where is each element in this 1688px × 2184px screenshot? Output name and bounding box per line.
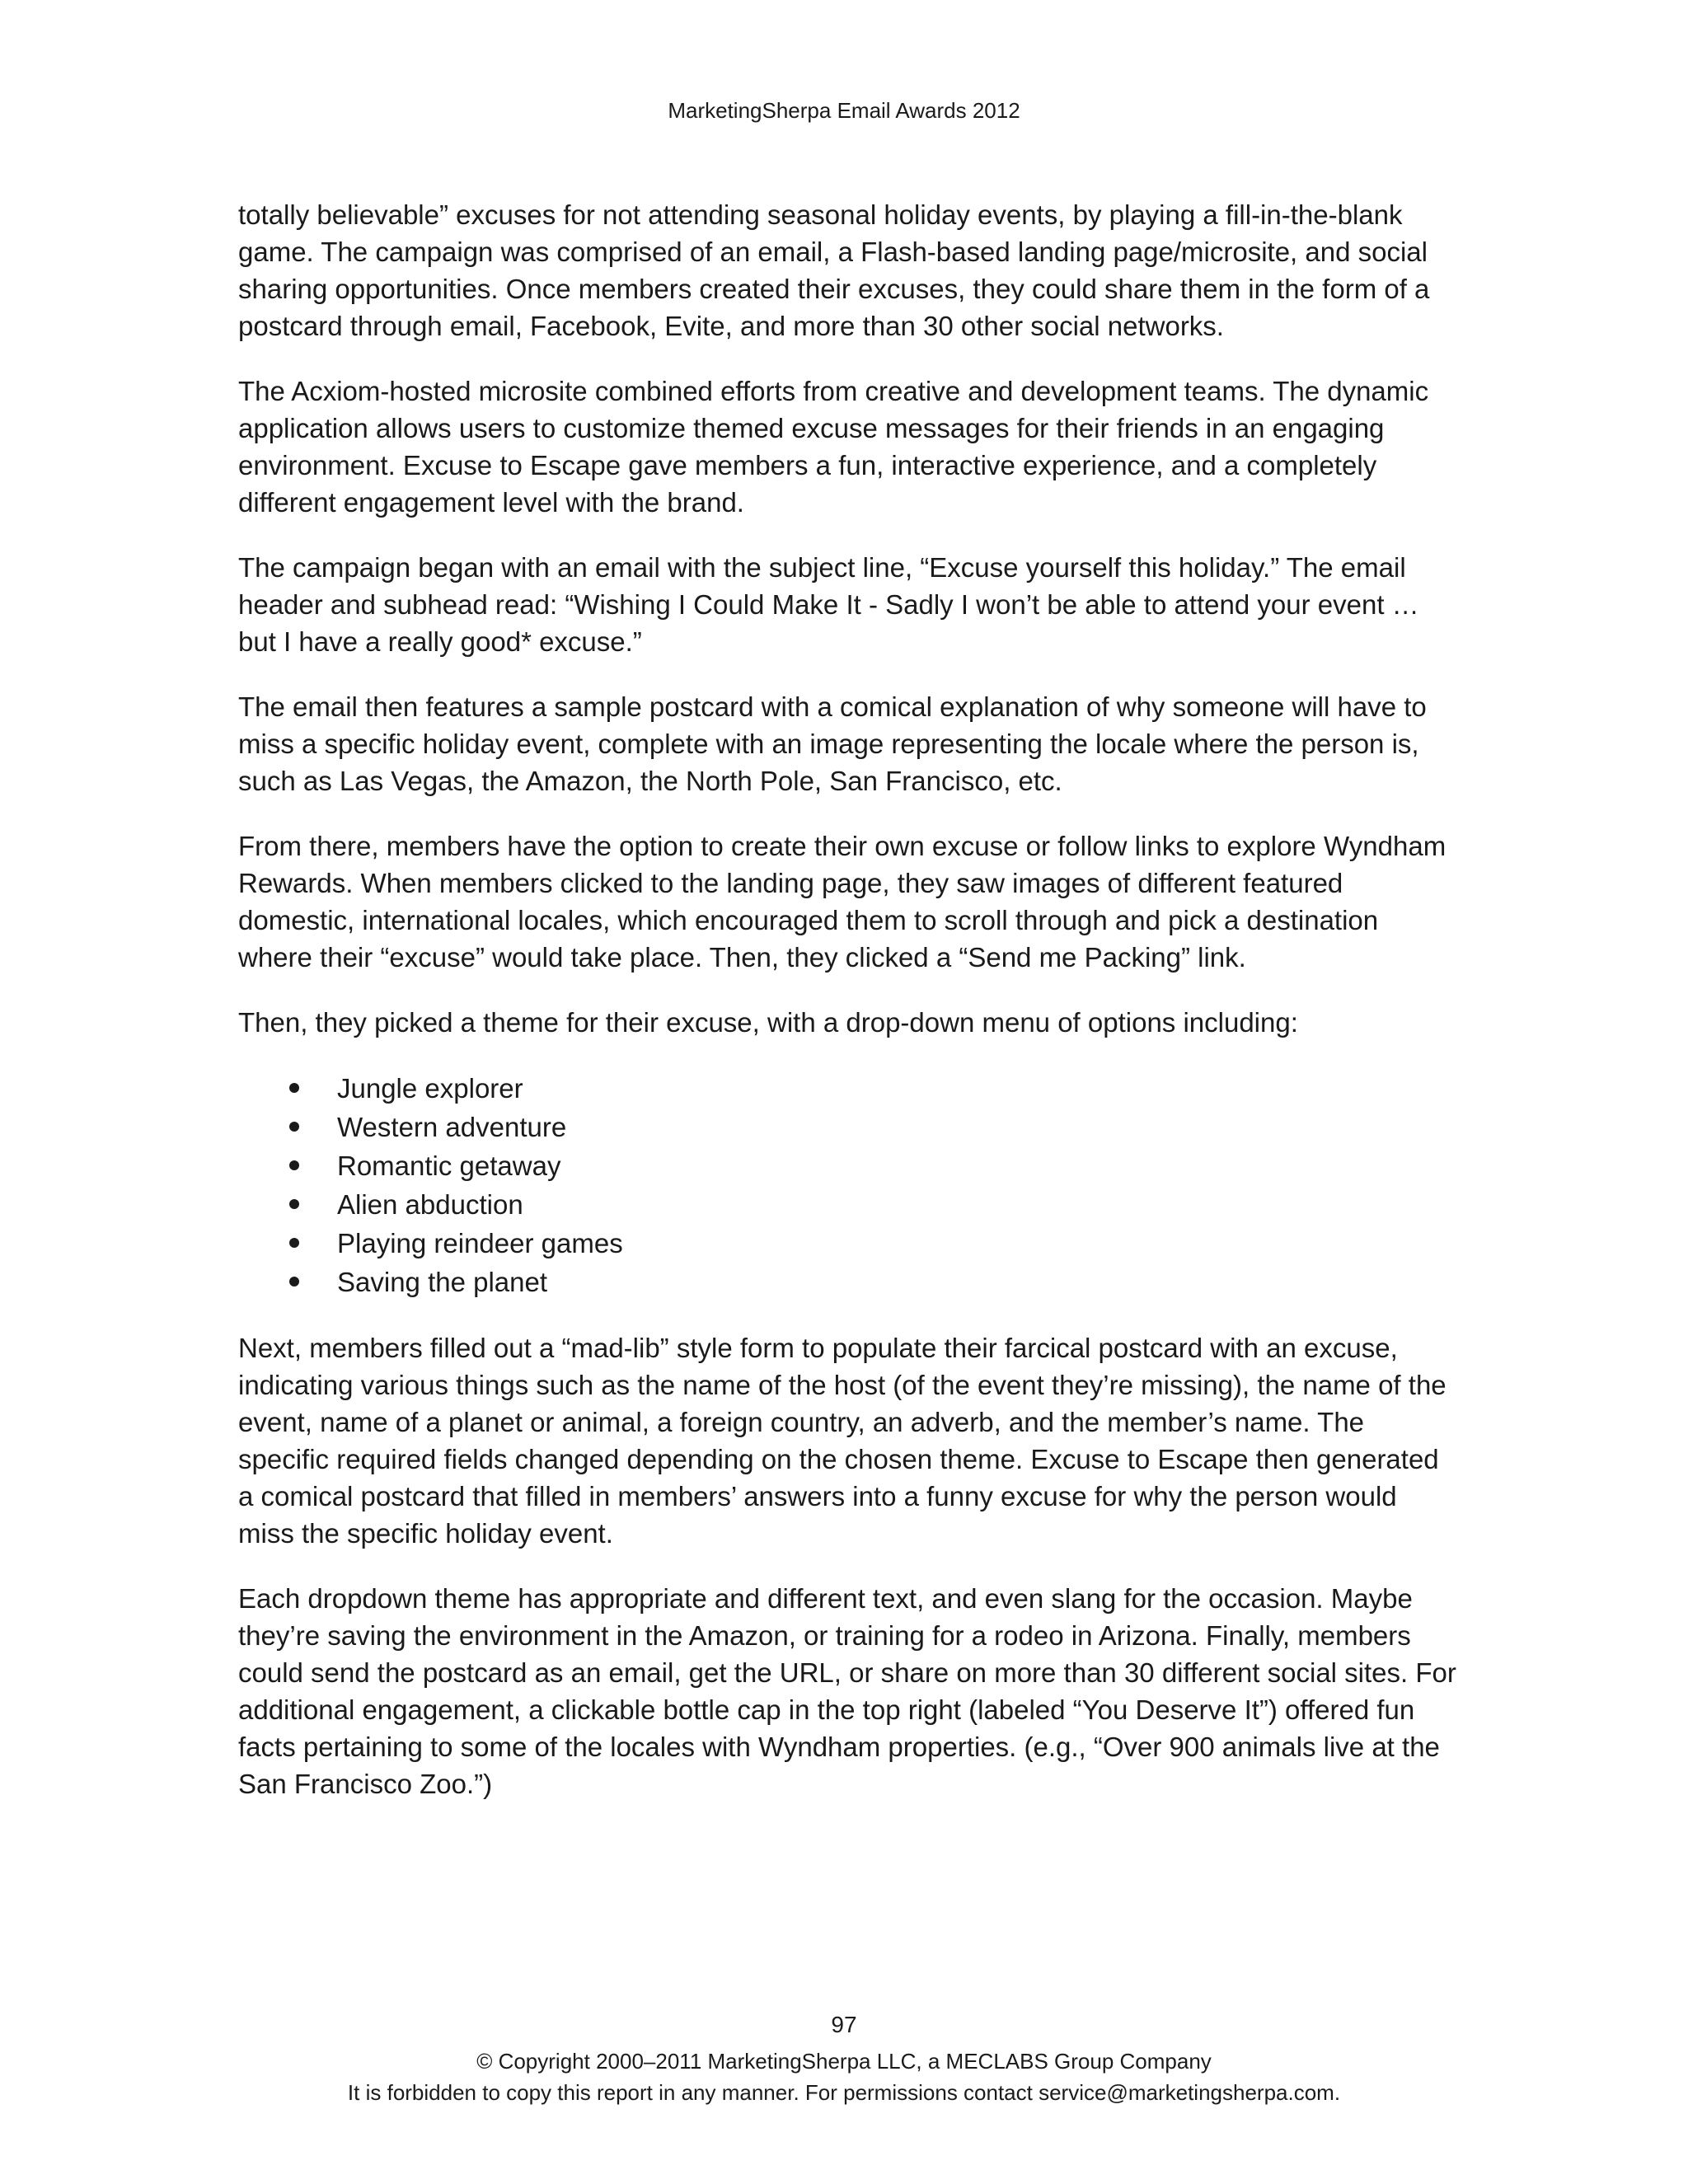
list-item [238, 1146, 1458, 1185]
list-item [238, 1069, 1458, 1108]
paragraph-theme-intro: Then, they picked a theme for their excuse, with a drop-down menu of options including: [238, 1007, 1298, 1038]
paragraph-intro: totally believable” excuses for not attending seasonal holiday events, by playing a fill-in-the-blank game. The campaign was comprised of an email, a Flash-based landing page/microsite, and social sharing opportunities. Once members created their excuses, they could share them in the form of a postcard through email, Facebook, Evite, and more than 30 other social networks. [238, 199, 1430, 341]
paragraph-mad-lib: Next, members filled out a “mad-lib” style form to populate their farcical postcard with an excuse, indicating various things such as the name of the host (of the event they’re missing), the name of the event, name of a planet or animal, a foreign country, an adverb, and the member’s name. The specific required fields changed depending on the chosen theme. Excuse to Escape then generated a comical postcard that filled in members’ answers into a funny excuse for why the person would miss the specific holiday event. [238, 1333, 1447, 1549]
page-number: 97 [831, 2012, 857, 2037]
bullet-icon [289, 1277, 299, 1286]
bullet-icon [289, 1199, 299, 1209]
list-item [238, 1263, 1458, 1301]
list-item [238, 1185, 1458, 1224]
list-item-label: Playing reindeer games [337, 1228, 623, 1258]
theme-list [238, 1069, 1458, 1301]
list-item [238, 1224, 1458, 1263]
bullet-icon [289, 1083, 299, 1093]
paragraph-landing-page: From there, members have the option to create their own excuse or follow links to explore Wyndham Rewards. When members clicked to the landing page, they saw images of different featured domestic, international locales, which encouraged them to scroll through and pick a destination where their “excuse” would take place. Then, they clicked a “Send me Packing” link. [238, 831, 1447, 972]
bullet-icon [289, 1238, 299, 1248]
bullet-icon [289, 1160, 299, 1170]
paragraph-email-subject: The campaign began with an email with the subject line, “Excuse yourself this holiday.” The email header and subhead read: “Wishing I Could Make It - Sadly I won’t be able to attend your event … but I have a really good* excuse.” [238, 552, 1419, 657]
list-item-label: Alien abduction [337, 1189, 523, 1220]
bullet-icon [289, 1122, 299, 1132]
main-content [238, 196, 1458, 1830]
running-header: MarketingSherpa Email Awards 2012 [668, 98, 1020, 123]
paragraph-dropdown-theme: Each dropdown theme has appropriate and different text, and even slang for the occasion. Maybe they’re saving the environment in the Amazon, or training for a rodeo in Arizona. Finally, members could send the postcard as an email, get the URL, or share on more than 30 different social sites. For additional engagement, a clickable bottle cap in the top right (labeled “You Deserve It”) offered fun facts pertaining to some of the locales with Wyndham properties. (e.g., “Over 900 animals live at the San Francisco Zoo.”) [238, 1583, 1456, 1799]
footer [0, 2046, 1688, 2108]
paragraph-microsite: The Acxiom-hosted microsite combined efforts from creative and development teams. The dynamic application allows users to customize themed excuse messages for their friends in an engaging environment. Excuse to Escape gave members a fun, interactive experience, and a completely different engagement level with the brand. [238, 376, 1429, 518]
list-item [238, 1108, 1458, 1146]
list-item-label: Saving the planet [337, 1267, 548, 1297]
paragraph-sample-postcard: The email then features a sample postcard with a comical explanation of why someone will have to miss a specific holiday event, complete with an image representing the locale where the person is, such as Las Vegas, the Amazon, the North Pole, San Francisco, etc. [238, 691, 1427, 796]
copyright-line: © Copyright 2000–2011 MarketingSherpa LLC, a MECLABS Group Company [476, 2049, 1212, 2074]
list-item-label: Jungle explorer [337, 1073, 523, 1104]
permissions-notice: It is forbidden to copy this report in any manner. For permissions contact service@marketingsherpa.com. [347, 2080, 1341, 2105]
list-item-label: Western adventure [337, 1112, 567, 1142]
list-item-label: Romantic getaway [337, 1151, 561, 1181]
